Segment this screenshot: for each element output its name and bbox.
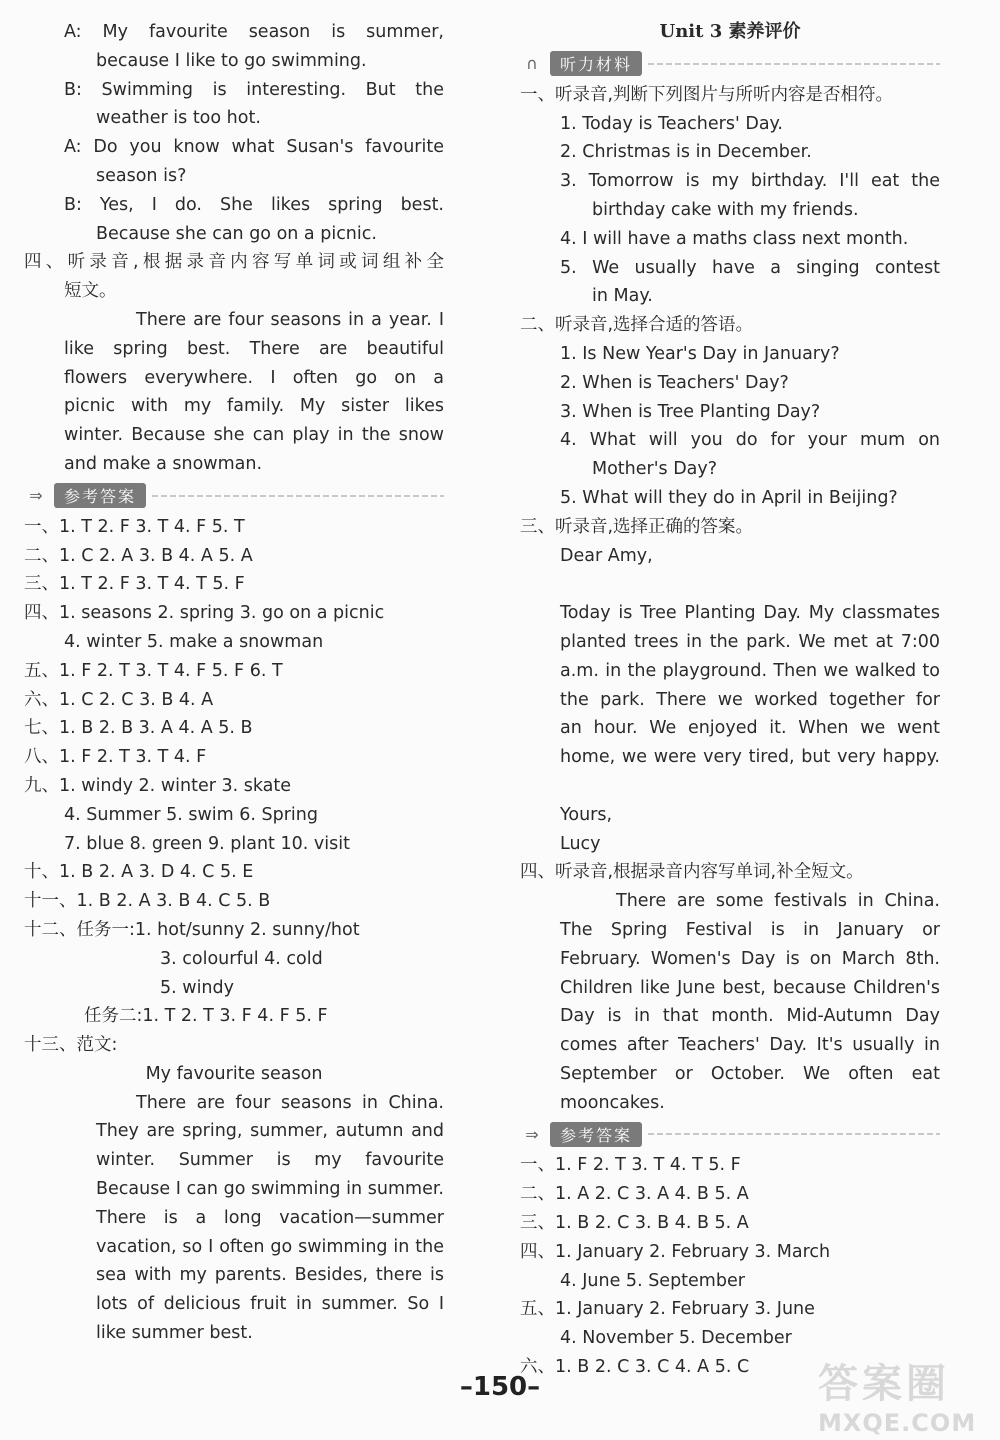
text-line: 四、1. January 2. February 3. March bbox=[520, 1241, 831, 1262]
section-badge: 参考答案 bbox=[550, 1122, 642, 1147]
text-line: 六、1. B 2. C 3. C 4. A 5. C bbox=[520, 1357, 750, 1378]
text-line bbox=[520, 570, 940, 599]
text-line: 4. I will have a maths class next month. bbox=[560, 228, 909, 249]
text-line: Yours, bbox=[560, 804, 613, 825]
text-line: 5. windy bbox=[160, 977, 234, 998]
text-line: 七、1. B 2. B 3. A 4. A 5. B bbox=[24, 718, 253, 739]
watermark-top: 答案圈 bbox=[818, 1361, 950, 1407]
text-line: 2. When is Teachers' Day? bbox=[560, 372, 789, 393]
text-line: a.m. in the playground. Then we walked to bbox=[560, 660, 940, 681]
text-line: 1. Is New Year's Day in January? bbox=[560, 343, 840, 364]
text-line: 五、1. January 2. February 3. June bbox=[520, 1299, 815, 1320]
text-line: 二、1. C 2. A 3. B 4. A 5. A bbox=[24, 545, 253, 566]
section-badge: 参考答案 bbox=[54, 483, 146, 508]
text-line: 4. What will you do for your mum on bbox=[560, 430, 940, 451]
text-line: an hour. We enjoyed it. When we went bbox=[560, 718, 940, 739]
text-line: Lucy bbox=[560, 833, 601, 854]
text-line: 二、1. A 2. C 3. A 4. B 5. A bbox=[520, 1184, 749, 1205]
text-line: 三、1. T 2. F 3. T 4. T 5. F bbox=[24, 574, 245, 595]
text-line bbox=[520, 772, 940, 801]
text-line: in May. bbox=[592, 286, 653, 307]
text-line: 一、1. T 2. F 3. T 4. F 5. T bbox=[24, 516, 245, 537]
text-line: flowers everywhere. I often go on a bbox=[64, 367, 444, 388]
text-line: B: Yes, I do. She likes spring best. bbox=[64, 194, 444, 215]
text-line: Mother's Day? bbox=[592, 459, 718, 480]
text-line: the park. There we worked together for bbox=[560, 689, 940, 710]
text-line: Day is in that month. Mid-Autumn Day bbox=[560, 1006, 940, 1027]
text-line: like summer best. bbox=[96, 1323, 253, 1344]
text-line: home, we were very tired, but very happy. bbox=[560, 747, 940, 768]
text-line: 十三、范文: bbox=[24, 1035, 118, 1056]
text-line: 四、1. seasons 2. spring 3. go on a picnic bbox=[24, 603, 385, 624]
text-line: Because she can go on a picnic. bbox=[96, 223, 377, 244]
text-line: 一、1. F 2. T 3. T 4. T 5. F bbox=[520, 1155, 741, 1176]
text-line: They are spring, summer, autumn and bbox=[96, 1121, 444, 1142]
text-line: 十一、1. B 2. A 3. B 4. C 5. B bbox=[24, 891, 271, 912]
text-line: like spring best. There are beautiful bbox=[64, 338, 444, 359]
text-line: 4. November 5. December bbox=[560, 1328, 792, 1349]
text-line: There are four seasons in China. bbox=[136, 1092, 444, 1113]
headphones-icon: ∩ bbox=[526, 54, 538, 74]
text-line: comes after Teachers' Day. It's usually in bbox=[560, 1035, 940, 1056]
dashed-rule bbox=[648, 63, 940, 65]
text-line: 1. Today is Teachers' Day. bbox=[560, 113, 783, 134]
text-line: There are some festivals in China. bbox=[616, 891, 940, 912]
right-column bbox=[520, 18, 940, 1382]
text-line: 一、听录音,判断下列图片与所听内容是否相符。 bbox=[520, 84, 894, 105]
text-line: 7. blue 8. green 9. plant 10. visit bbox=[64, 833, 350, 854]
text-line: season is? bbox=[96, 165, 187, 186]
dashed-rule bbox=[152, 495, 444, 497]
dashed-rule bbox=[648, 1133, 940, 1135]
text-line: 3. Tomorrow is my birthday. I'll eat the bbox=[560, 171, 940, 192]
text-line: 五、1. F 2. T 3. T 4. F 5. F 6. T bbox=[24, 660, 283, 681]
text-line: winter. Because she can play in the snow bbox=[64, 425, 444, 446]
text-line: A: My favourite season is summer, bbox=[64, 22, 444, 42]
text-line: There are four seasons in a year. I bbox=[136, 309, 444, 330]
text-line: My favourite season bbox=[145, 1063, 323, 1084]
text-line: 十二、任务一:1. hot/sunny 2. sunny/hot bbox=[24, 919, 360, 940]
text-line: 四、听录音,根据录音内容写单词,补全短文。 bbox=[520, 862, 864, 883]
page-number: –150– bbox=[459, 1372, 541, 1402]
text-line: 4. winter 5. make a snowman bbox=[64, 631, 324, 652]
text-line: 4. June 5. September bbox=[560, 1270, 745, 1291]
text-line: February. Women's Day is on March 8th. bbox=[560, 948, 940, 969]
text-line: 八、1. F 2. T 3. T 4. F bbox=[24, 747, 207, 768]
text-line: Because I can go swimming in summer. bbox=[96, 1179, 444, 1200]
text-line: mooncakes. bbox=[560, 1092, 665, 1113]
text-line: The Spring Festival is in January or bbox=[560, 919, 940, 940]
text-line: 3. When is Tree Planting Day? bbox=[560, 401, 821, 422]
text-line: Today is Tree Planting Day. My classmates bbox=[560, 603, 940, 624]
text-line: weather is too hot. bbox=[96, 108, 261, 129]
text-line: sea with my parents. Besides, there is bbox=[96, 1265, 444, 1286]
section-header bbox=[520, 1119, 940, 1149]
section-header bbox=[24, 481, 444, 511]
text-line: 任务二:1. T 2. T 3. F 4. F 5. F bbox=[84, 1006, 328, 1027]
text-line: planted trees in the park. We met at 7:00 bbox=[560, 631, 940, 652]
text-line: 5. We usually have a singing contest bbox=[560, 257, 940, 278]
unit-title: Unit 3 素养评价 bbox=[659, 21, 801, 42]
text-line: 2. Christmas is in December. bbox=[560, 142, 812, 163]
arrow-icon: ⇒ bbox=[29, 486, 43, 506]
text-line: 九、1. windy 2. winter 3. skate bbox=[24, 775, 292, 796]
text-line: A: Do you know what Susan's favourite bbox=[64, 137, 444, 158]
text-line: B: Swimming is interesting. But the bbox=[64, 79, 444, 100]
text-line: birthday cake with my friends. bbox=[592, 199, 859, 220]
text-line: 三、1. B 2. C 3. B 4. B 5. A bbox=[520, 1213, 749, 1234]
watermark-bottom: MXQE.COM bbox=[818, 1409, 977, 1437]
text-line: lots of delicious fruit in summer. So I bbox=[96, 1294, 444, 1315]
section-header bbox=[520, 49, 940, 79]
text-line: and make a snowman. bbox=[64, 453, 263, 474]
text-line: vacation, so I often go swimming in the bbox=[96, 1236, 444, 1257]
text-line: because I like to go swimming. bbox=[96, 50, 367, 71]
text-line: 4. Summer 5. swim 6. Spring bbox=[64, 804, 318, 825]
section-badge: 听力材料 bbox=[550, 51, 642, 76]
text-line: 3. colourful 4. cold bbox=[160, 948, 323, 969]
text-line: September or October. We often eat bbox=[560, 1063, 940, 1084]
arrow-icon: ⇒ bbox=[525, 1124, 539, 1144]
text-line: Children like June best, because Children's bbox=[560, 977, 940, 998]
text-line: 二、听录音,选择合适的答语。 bbox=[520, 315, 754, 336]
text-line: 5. What will they do in April in Beijing? bbox=[560, 487, 898, 508]
watermark-logo bbox=[818, 1352, 994, 1436]
text-line: There is a long vacation—summer bbox=[96, 1207, 444, 1228]
text-line: 六、1. C 2. C 3. B 4. A bbox=[24, 689, 214, 710]
text-line: 十、1. B 2. A 3. D 4. C 5. E bbox=[24, 862, 254, 883]
text-line: 短文。 bbox=[64, 281, 117, 302]
text-line: 四、听录音,根据录音内容写单词或词组补全 bbox=[24, 252, 444, 273]
text-line: picnic with my family. My sister likes bbox=[64, 396, 444, 417]
text-line: Dear Amy, bbox=[560, 545, 653, 566]
left-column bbox=[24, 18, 444, 1348]
text-line: winter. Summer is my favourite bbox=[96, 1150, 444, 1171]
text-line: 三、听录音,选择正确的答案。 bbox=[520, 516, 754, 537]
